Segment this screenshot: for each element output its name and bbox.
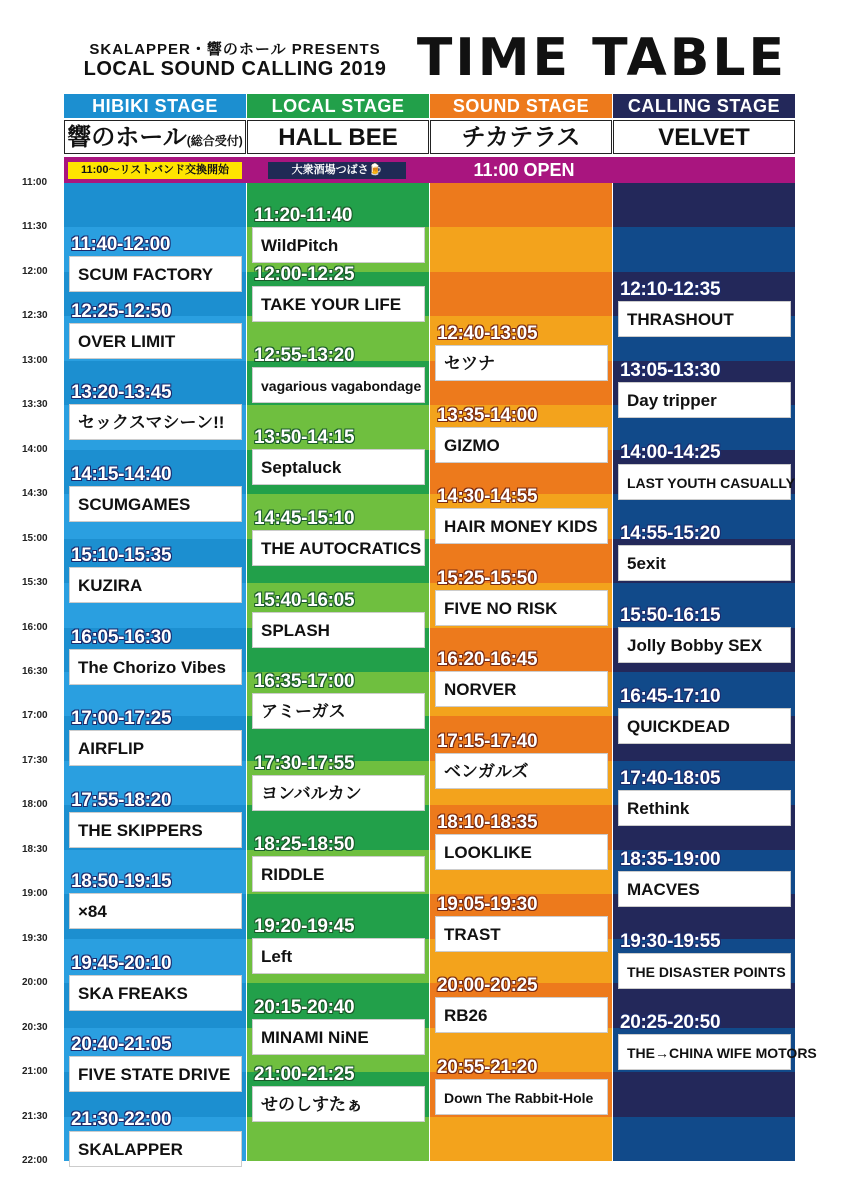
open-time: 11:00 OPEN (473, 160, 575, 180)
band-name: FIVE STATE DRIVE (69, 1056, 242, 1092)
venue-name: HALL BEE (278, 124, 398, 151)
slot-time: 14:15-14:40 (71, 463, 172, 485)
band-name: ヨンバルカン (252, 775, 425, 811)
slot-time: 17:30-17:55 (254, 752, 355, 774)
slot-time: 17:40-18:05 (620, 767, 721, 789)
time-tick: 14:30 (22, 488, 48, 500)
slot-time: 20:55-21:20 (437, 1056, 538, 1078)
presents-line: SKALAPPER・響のホール PRESENTS (89, 41, 381, 58)
band-name: SKA FREAKS (69, 975, 242, 1011)
slot-time: 12:55-13:20 (254, 345, 355, 367)
band-name: 5exit (618, 545, 791, 581)
slot-time: 20:15-20:40 (254, 997, 355, 1019)
slot-time: 11:40-12:00 (71, 234, 171, 256)
time-tick: 20:00 (22, 977, 48, 989)
band-name: せのしすたぁ (252, 1086, 425, 1122)
slot-time: 16:45-17:10 (620, 686, 721, 708)
band-name: OVER LIMIT (69, 323, 242, 359)
slot-time: 17:15-17:40 (437, 730, 538, 752)
slot-time: 14:55-15:20 (620, 523, 721, 545)
band-name: THE DISASTER POINTS (618, 953, 791, 989)
band-name: セックスマシーン!! (69, 404, 242, 440)
band-name: SKALAPPER (69, 1131, 242, 1167)
time-tick: 21:30 (22, 1110, 48, 1122)
slot-time: 15:10-15:35 (71, 545, 172, 567)
half-hour-stripe (430, 1117, 612, 1161)
event-name: LOCAL SOUND CALLING 2019 (83, 58, 387, 80)
band-name: KUZIRA (69, 567, 242, 603)
half-hour-stripe (430, 227, 612, 271)
time-tick: 11:00 (22, 177, 48, 188)
band-name: GIZMO (435, 427, 608, 463)
slot-time: 17:00-17:25 (71, 708, 172, 730)
band-name: アミーガス (252, 693, 425, 729)
time-tick: 17:30 (22, 754, 48, 766)
band-name: FIVE NO RISK (435, 590, 608, 626)
band-name: ベンガルズ (435, 753, 608, 789)
venue-note: (総合受付) (186, 134, 243, 148)
slot-time: 14:00-14:25 (620, 441, 721, 463)
time-tick: 13:00 (22, 354, 48, 366)
venue-name: VELVET (658, 124, 750, 151)
band-name: Left (252, 938, 425, 974)
slot-time: 17:55-18:20 (71, 789, 172, 811)
venue-calling (613, 120, 795, 154)
band-name: WildPitch (252, 227, 425, 263)
stage-header-calling: CALLING STAGE (613, 94, 795, 118)
half-hour-stripe (613, 227, 795, 271)
wristband-note: 11:00〜リストバンド交換開始 (68, 162, 242, 179)
band-name: LOOKLIKE (435, 834, 608, 870)
band-name: Day tripper (618, 382, 791, 418)
slot-time: 20:25-20:50 (620, 1012, 721, 1034)
half-hour-stripe (247, 1117, 429, 1161)
time-tick: 19:30 (22, 932, 48, 944)
slot-time: 13:05-13:30 (620, 360, 721, 382)
band-name: MINAMI NiNE (252, 1019, 425, 1055)
venue-name: チカテラス (461, 124, 581, 151)
slot-time: 14:45-15:10 (254, 508, 355, 530)
time-tick: 18:30 (22, 843, 48, 855)
band-name: vagarious vagabondage (252, 367, 425, 403)
slot-time: 16:20-16:45 (437, 649, 538, 671)
venue-name: 響のホール (67, 124, 187, 151)
slot-time: 11:20-11:40 (254, 204, 353, 226)
slot-time: 13:50-14:15 (254, 426, 355, 448)
band-name: MACVES (618, 871, 791, 907)
band-name: RB26 (435, 997, 608, 1033)
slot-time: 12:40-13:05 (437, 323, 538, 345)
stage-header-sound: SOUND STAGE (430, 94, 612, 118)
band-name: TAKE YOUR LIFE (252, 286, 425, 322)
band-name: RIDDLE (252, 856, 425, 892)
slot-time: 18:50-19:15 (71, 871, 172, 893)
time-tick: 13:30 (22, 399, 48, 411)
band-name: SPLASH (252, 612, 425, 648)
time-tick: 20:30 (22, 1021, 48, 1033)
time-tick: 21:00 (22, 1066, 48, 1078)
slot-time: 20:00-20:25 (437, 975, 538, 997)
time-tick: 12:30 (22, 310, 48, 322)
izakaya-note: 大衆酒場つばさ🍺 (268, 162, 406, 179)
time-tick: 22:00 (22, 1155, 48, 1166)
time-tick: 17:00 (22, 710, 48, 722)
slot-time: 15:50-16:15 (620, 604, 721, 626)
time-tick: 12:00 (22, 265, 48, 277)
band-name: Jolly Bobby SEX (618, 627, 791, 663)
band-name: セツナ (435, 345, 608, 381)
slot-time: 19:20-19:45 (254, 915, 355, 937)
slot-time: 12:10-12:35 (620, 278, 721, 300)
time-tick: 11:30 (22, 221, 48, 233)
slot-time: 19:30-19:55 (620, 930, 721, 952)
band-name: SCUMGAMES (69, 486, 242, 522)
slot-time: 18:25-18:50 (254, 834, 355, 856)
band-name: Down The Rabbit-Hole (435, 1079, 608, 1115)
band-name: TRAST (435, 916, 608, 952)
time-tick: 16:00 (22, 621, 48, 633)
venue-local (247, 120, 429, 154)
band-name: The Chorizo Vibes (69, 649, 242, 685)
band-name: THE→CHINA WIFE MOTORS (618, 1034, 791, 1070)
band-name: ×84 (69, 893, 242, 929)
venue-hibiki (64, 120, 246, 154)
band-name: LAST YOUTH CASUALLY (618, 464, 791, 500)
slot-time: 14:30-14:55 (437, 486, 538, 508)
band-name: THRASHOUT (618, 301, 791, 337)
slot-time: 16:05-16:30 (71, 626, 172, 648)
band-name: THE AUTOCRATICS (252, 530, 425, 566)
slot-time: 15:25-15:50 (437, 567, 538, 589)
venue-sound (430, 120, 612, 154)
band-name: Septaluck (252, 449, 425, 485)
time-tick: 19:00 (22, 888, 48, 900)
band-name: Rethink (618, 790, 791, 826)
slot-time: 18:35-19:00 (620, 849, 721, 871)
slot-time: 12:25-12:50 (71, 300, 172, 322)
time-tick: 14:00 (22, 443, 48, 455)
slot-time: 20:40-21:05 (71, 1034, 172, 1056)
time-tick: 16:30 (22, 666, 48, 677)
slot-time: 13:35-14:00 (437, 404, 538, 426)
band-name: NORVER (435, 671, 608, 707)
slot-time: 19:45-20:10 (71, 952, 172, 974)
half-hour-stripe (613, 1117, 795, 1161)
slot-time: 21:30-22:00 (71, 1108, 172, 1130)
band-name: HAIR MONEY KIDS (435, 508, 608, 544)
stage-header-hibiki: HIBIKI STAGE (64, 94, 246, 118)
slot-time: 21:00-21:25 (254, 1064, 355, 1086)
stage-header-local: LOCAL STAGE (247, 94, 429, 118)
band-name: QUICKDEAD (618, 708, 791, 744)
page-title: TIME TABLE (416, 28, 788, 88)
band-name: THE SKIPPERS (69, 812, 242, 848)
time-tick: 15:30 (22, 577, 48, 589)
slot-time: 12:00-12:25 (254, 263, 355, 285)
slot-time: 19:05-19:30 (437, 893, 538, 915)
band-name: AIRFLIP (69, 730, 242, 766)
time-tick: 15:00 (22, 532, 48, 544)
slot-time: 13:20-13:45 (71, 382, 172, 404)
slot-time: 18:10-18:35 (437, 812, 538, 834)
slot-time: 16:35-17:00 (254, 671, 355, 693)
time-tick: 18:00 (22, 799, 48, 811)
band-name: SCUM FACTORY (69, 256, 242, 292)
slot-time: 15:40-16:05 (254, 589, 355, 611)
